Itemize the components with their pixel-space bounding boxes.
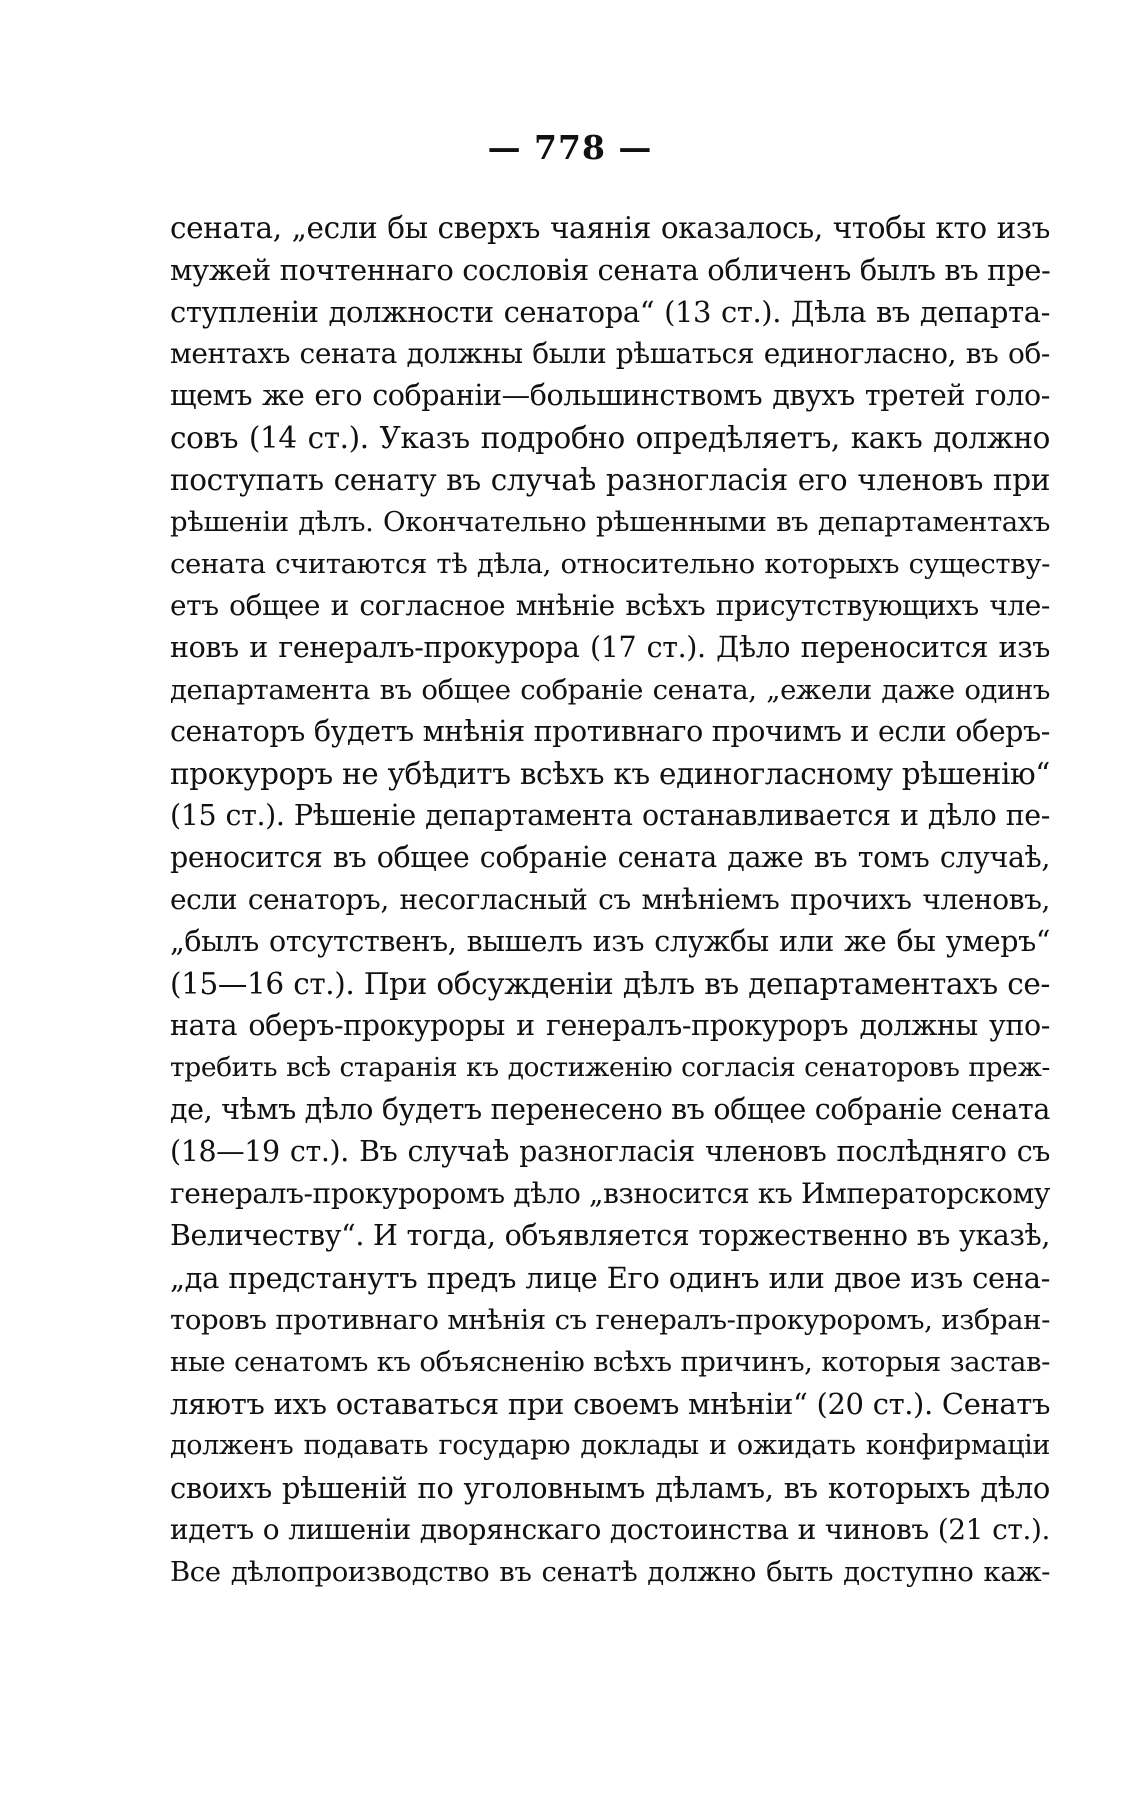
text-line: ные сенатомъ къ объясненію всѣхъ причинъ, которыя застав- <box>170 1346 1050 1378</box>
page-number: — 778 — <box>487 128 653 167</box>
text-line: ната оберъ-прокуроры и генералъ-прокуроръ должны упо- <box>170 1009 1050 1042</box>
text-line: торовъ противнаго мнѣнія съ генералъ-прокуроромъ, избран- <box>170 1304 1050 1336</box>
text-line: ляютъ ихъ оставаться при своемъ мнѣніи“ (20 ст.). Сенатъ <box>170 1387 1050 1421</box>
body-text <box>170 207 1050 1593</box>
text-line: долженъ подавать государю доклады и ожидать конфирмаціи <box>170 1430 1050 1461</box>
text-line: (15—16 ст.). При обсужденіи дѣлъ въ департаментахъ се- <box>170 967 1050 1001</box>
text-line: Величеству“. И тогда, объявляется торжественно въ указѣ, <box>170 1219 1050 1252</box>
text-line: генералъ-прокуроромъ дѣло „взносится къ Императорскому <box>170 1177 1050 1210</box>
text-line: де, чѣмъ дѣло будетъ перенесено въ общее собраніе сената <box>170 1093 1050 1126</box>
text-line: мужей почтеннаго сословія сената обличенъ былъ въ пре- <box>170 253 1050 287</box>
text-line: департамента въ общее собраніе сената, „ежели даже одинъ <box>170 674 1050 706</box>
text-line: сенаторъ будетъ мнѣнія противнаго прочимъ и если оберъ- <box>170 715 1050 748</box>
text-line: реносится въ общее собраніе сената даже въ томъ случаѣ, <box>170 841 1050 874</box>
text-line: щемъ же его собраніи—большинствомъ двухъ третей голо- <box>170 379 1050 412</box>
text-line: ступленіи должности сенатора“ (13 ст.). Дѣла въ департа- <box>170 295 1050 329</box>
text-line: рѣшеніи дѣлъ. Окончательно рѣшенными въ департаментахъ <box>170 506 1050 538</box>
text-line: поступать сенату въ случаѣ разногласія его членовъ при <box>170 463 1050 497</box>
text-line: ментахъ сената должны были рѣшаться единогласно, въ об- <box>170 337 1050 370</box>
text-line: совъ (14 ст.). Указъ подробно опредѣляетъ, какъ должно <box>170 421 1050 455</box>
text-line: прокуроръ не убѣдитъ всѣхъ къ единогласному рѣшенію“ <box>170 757 1050 791</box>
text-line: если сенаторъ, несогласный съ мнѣніемъ прочихъ членовъ, <box>170 883 1050 916</box>
text-line: новъ и генералъ-прокурора (17 ст.). Дѣло переносится изъ <box>170 631 1050 664</box>
text-line: (18—19 ст.). Въ случаѣ разногласія членовъ послѣдняго съ <box>170 1135 1050 1168</box>
text-line: сената, „если бы сверхъ чаянія оказалось, чтобы кто изъ <box>170 211 1050 245</box>
text-line: своихъ рѣшеній по уголовнымъ дѣламъ, въ которыхъ дѣло <box>170 1471 1050 1505</box>
text-line: „да предстанутъ предъ лице Его одинъ или двое изъ сена- <box>170 1261 1050 1295</box>
text-line: идетъ о лишеніи дворянскаго достоинства и чиновъ (21 ст.). <box>170 1513 1050 1546</box>
text-line: „былъ отсутственъ, вышелъ изъ службы или же бы умеръ“ <box>170 925 1050 958</box>
text-line: сената считаются тѣ дѣла, относительно которыхъ существу- <box>170 548 1050 580</box>
text-line: (15 ст.). Рѣшеніе департамента останавливается и дѣло пе- <box>170 799 1050 832</box>
text-line: требить всѣ старанія къ достиженію согласія сенаторовъ преж- <box>170 1052 1050 1083</box>
text-line: етъ общее и согласное мнѣніе всѣхъ присутствующихъ чле- <box>170 589 1050 622</box>
text-line: Все дѣлопроизводство въ сенатѣ должно быть доступно каж- <box>170 1556 1050 1588</box>
